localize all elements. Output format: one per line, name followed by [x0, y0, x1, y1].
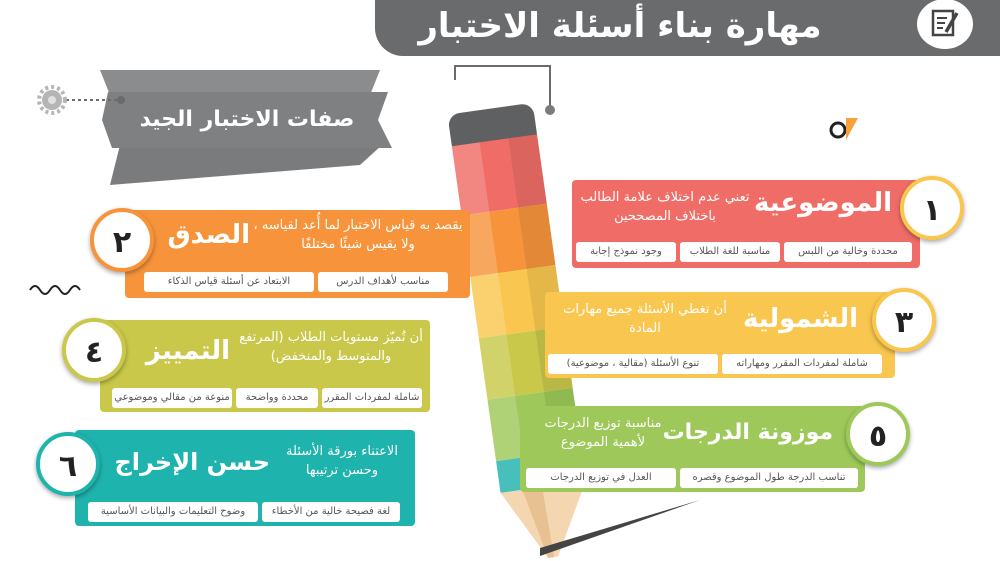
card-desc-validity: يقصد به قياس الاختبار لما أُعد لقياسه ، ولا يقيس شيئًا مختلفًا — [253, 218, 463, 252]
pill-5-1: تناسب الدرجة طول الموضوع وقصره — [680, 468, 858, 488]
badge-1: ١ — [900, 176, 964, 240]
pill-1-1: محددة وخالية من اللبس — [784, 242, 912, 262]
card-title-weighted-grades: موزونة الدرجات — [662, 420, 833, 445]
pill-1-3: وجود نموذج إجابة — [576, 242, 676, 262]
squiggle-decoration — [30, 286, 80, 294]
pill-1-2: مناسبة للغة الطلاب — [680, 242, 780, 262]
card-title-objectivity: الموضوعية — [754, 188, 892, 218]
ribbon-fold-back — [100, 70, 380, 95]
gear-icon — [39, 87, 65, 113]
pill-6-2: وضوح التعليمات والبيانات الأساسية — [88, 502, 258, 522]
ring-icon — [831, 118, 858, 140]
pill-6-1: لغة فصيحة خالية من الأخطاء — [262, 502, 400, 522]
pill-5-2: العدل في توزيع الدرجات — [526, 468, 676, 488]
badge-4: ٤ — [62, 318, 126, 382]
card-title-comprehensiveness: الشمولية — [742, 304, 858, 334]
pill-2-2: الابتعاد عن أسئلة قياس الذكاء — [144, 272, 314, 292]
pill-3-2: تنوع الأسئلة (مقالية ، موضوعية) — [548, 354, 718, 374]
badge-5: ٥ — [846, 402, 910, 466]
pill-2-1: مناسب لأهداف الدرس — [318, 272, 448, 292]
card-desc-comprehensiveness: أن تغطي الأسئلة جميع مهارات المادة — [563, 302, 727, 336]
card-desc-objectivity: تعني عدم اختلاف علامة الطالب باختلاف المصححين — [580, 190, 750, 224]
card-desc-discrimination: أن تُميّز مستويات الطلاب (المرتفع والمتوسط والمنخفض) — [239, 330, 423, 364]
card-desc-good-presentation: الاعتناء بورقة الأسئلة وحسن ترتيبها — [286, 444, 398, 478]
ribbon-title: صفات الاختبار الجيد — [139, 107, 355, 132]
card-desc-weighted-grades: مناسبة توزيع الدرجات لأهمية الموضوع — [544, 416, 662, 450]
pill-4-3: منوعة من مقالي وموضوعي — [112, 388, 232, 408]
card-title-good-presentation: حسن الإخراج — [114, 448, 270, 476]
badge-2: ٢ — [90, 208, 154, 272]
pill-4-2: محددة وواضحة — [236, 388, 318, 408]
pill-4-1: شاملة لمفردات المقرر — [322, 388, 422, 408]
ribbon-fold-bottom — [110, 145, 382, 185]
card-title-discrimination: التمييز — [145, 336, 230, 366]
page-title: مهارة بناء أسئلة الاختبار — [418, 6, 822, 46]
badge-3: ٣ — [872, 288, 936, 352]
card-title-validity: الصدق — [167, 220, 250, 250]
badge-6: ٦ — [36, 432, 100, 496]
pill-3-1: شاملة لمفردات المقرر ومهاراته — [722, 354, 882, 374]
